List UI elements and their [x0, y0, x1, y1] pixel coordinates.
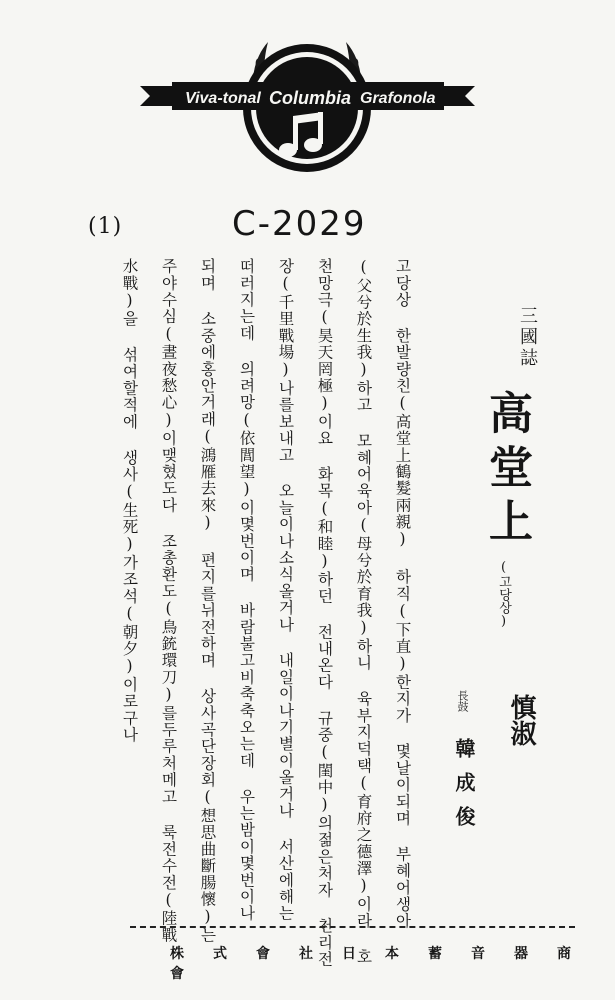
logo-emblem-icon: [0, 0, 615, 205]
lyrics-line: 고당상 한발량친(高堂上鶴髮兩親) 하직(下直)한지가 몇날이되며 부혜어생아: [393, 258, 412, 930]
publisher-footer: [170, 943, 615, 983]
lyrics-line: 水戰)을 섞여할적에 생사(生死)가조석(朝夕)이로구나: [120, 258, 139, 744]
footer-char: 商: [557, 946, 574, 962]
footer-char: 社: [299, 946, 316, 962]
page-number: (1): [88, 214, 123, 239]
lyrics-line: 천망극(昊天罔極)이요 화목(和睦)하던 전내온다 규중(閨中)의젊은처자 천리전: [315, 258, 334, 968]
footer-char: 式: [213, 946, 230, 962]
lyrics-line: 주야수심(晝夜愁心)이맺혔도다 조총환도(鳥銃環刀)를두루처메고 룩전수전(陸戰: [159, 258, 178, 944]
footer-divider: [130, 926, 575, 928]
performer-name: 韓成俊: [452, 738, 476, 840]
footer-char: 日: [342, 946, 359, 962]
lyrics-line: 장(千里戰場)나를보내고 오늘이나소식올거나 내일이나기별이올거나 서산에해는: [276, 258, 295, 922]
lyrics-line: 되며 소중에홍안거래(鴻雁去來) 편지를뉘전하며 상사곡단장회(想思曲斷腸懷)는: [198, 258, 217, 944]
lyrics-line: 떠러지는데 의려망(依閭望)이몇번이며 바람불고비축축오는데 우는밤이몇번이나: [237, 258, 256, 922]
columbia-logo: [0, 0, 615, 205]
footer-char: 蓄: [428, 946, 445, 962]
performer-genre: 長鼓: [456, 690, 469, 712]
logo-center-text: Columbia: [269, 88, 352, 108]
footer-char: 會: [170, 966, 187, 982]
footer-char: 器: [514, 946, 531, 962]
catalog-number: C-2029: [232, 204, 367, 244]
footer-char: 音: [471, 946, 488, 962]
footer-char: 會: [256, 946, 273, 962]
song-title-reading: (고당상): [496, 560, 511, 629]
song-title: 高堂上: [481, 390, 532, 552]
series-title: 三國誌: [517, 306, 538, 369]
logo-left-text: Viva-tonal: [185, 90, 261, 107]
logo-right-text: Grafonola: [360, 90, 436, 107]
performer-large-name: 慎淑: [506, 694, 536, 746]
footer-char: 本: [385, 946, 402, 962]
footer-char: 株: [170, 946, 187, 962]
lyrics-line: (父兮於生我)하고 모혜어육아(母兮於育我)하니 육부지덕택(育府之德澤)이라 호: [354, 258, 373, 966]
